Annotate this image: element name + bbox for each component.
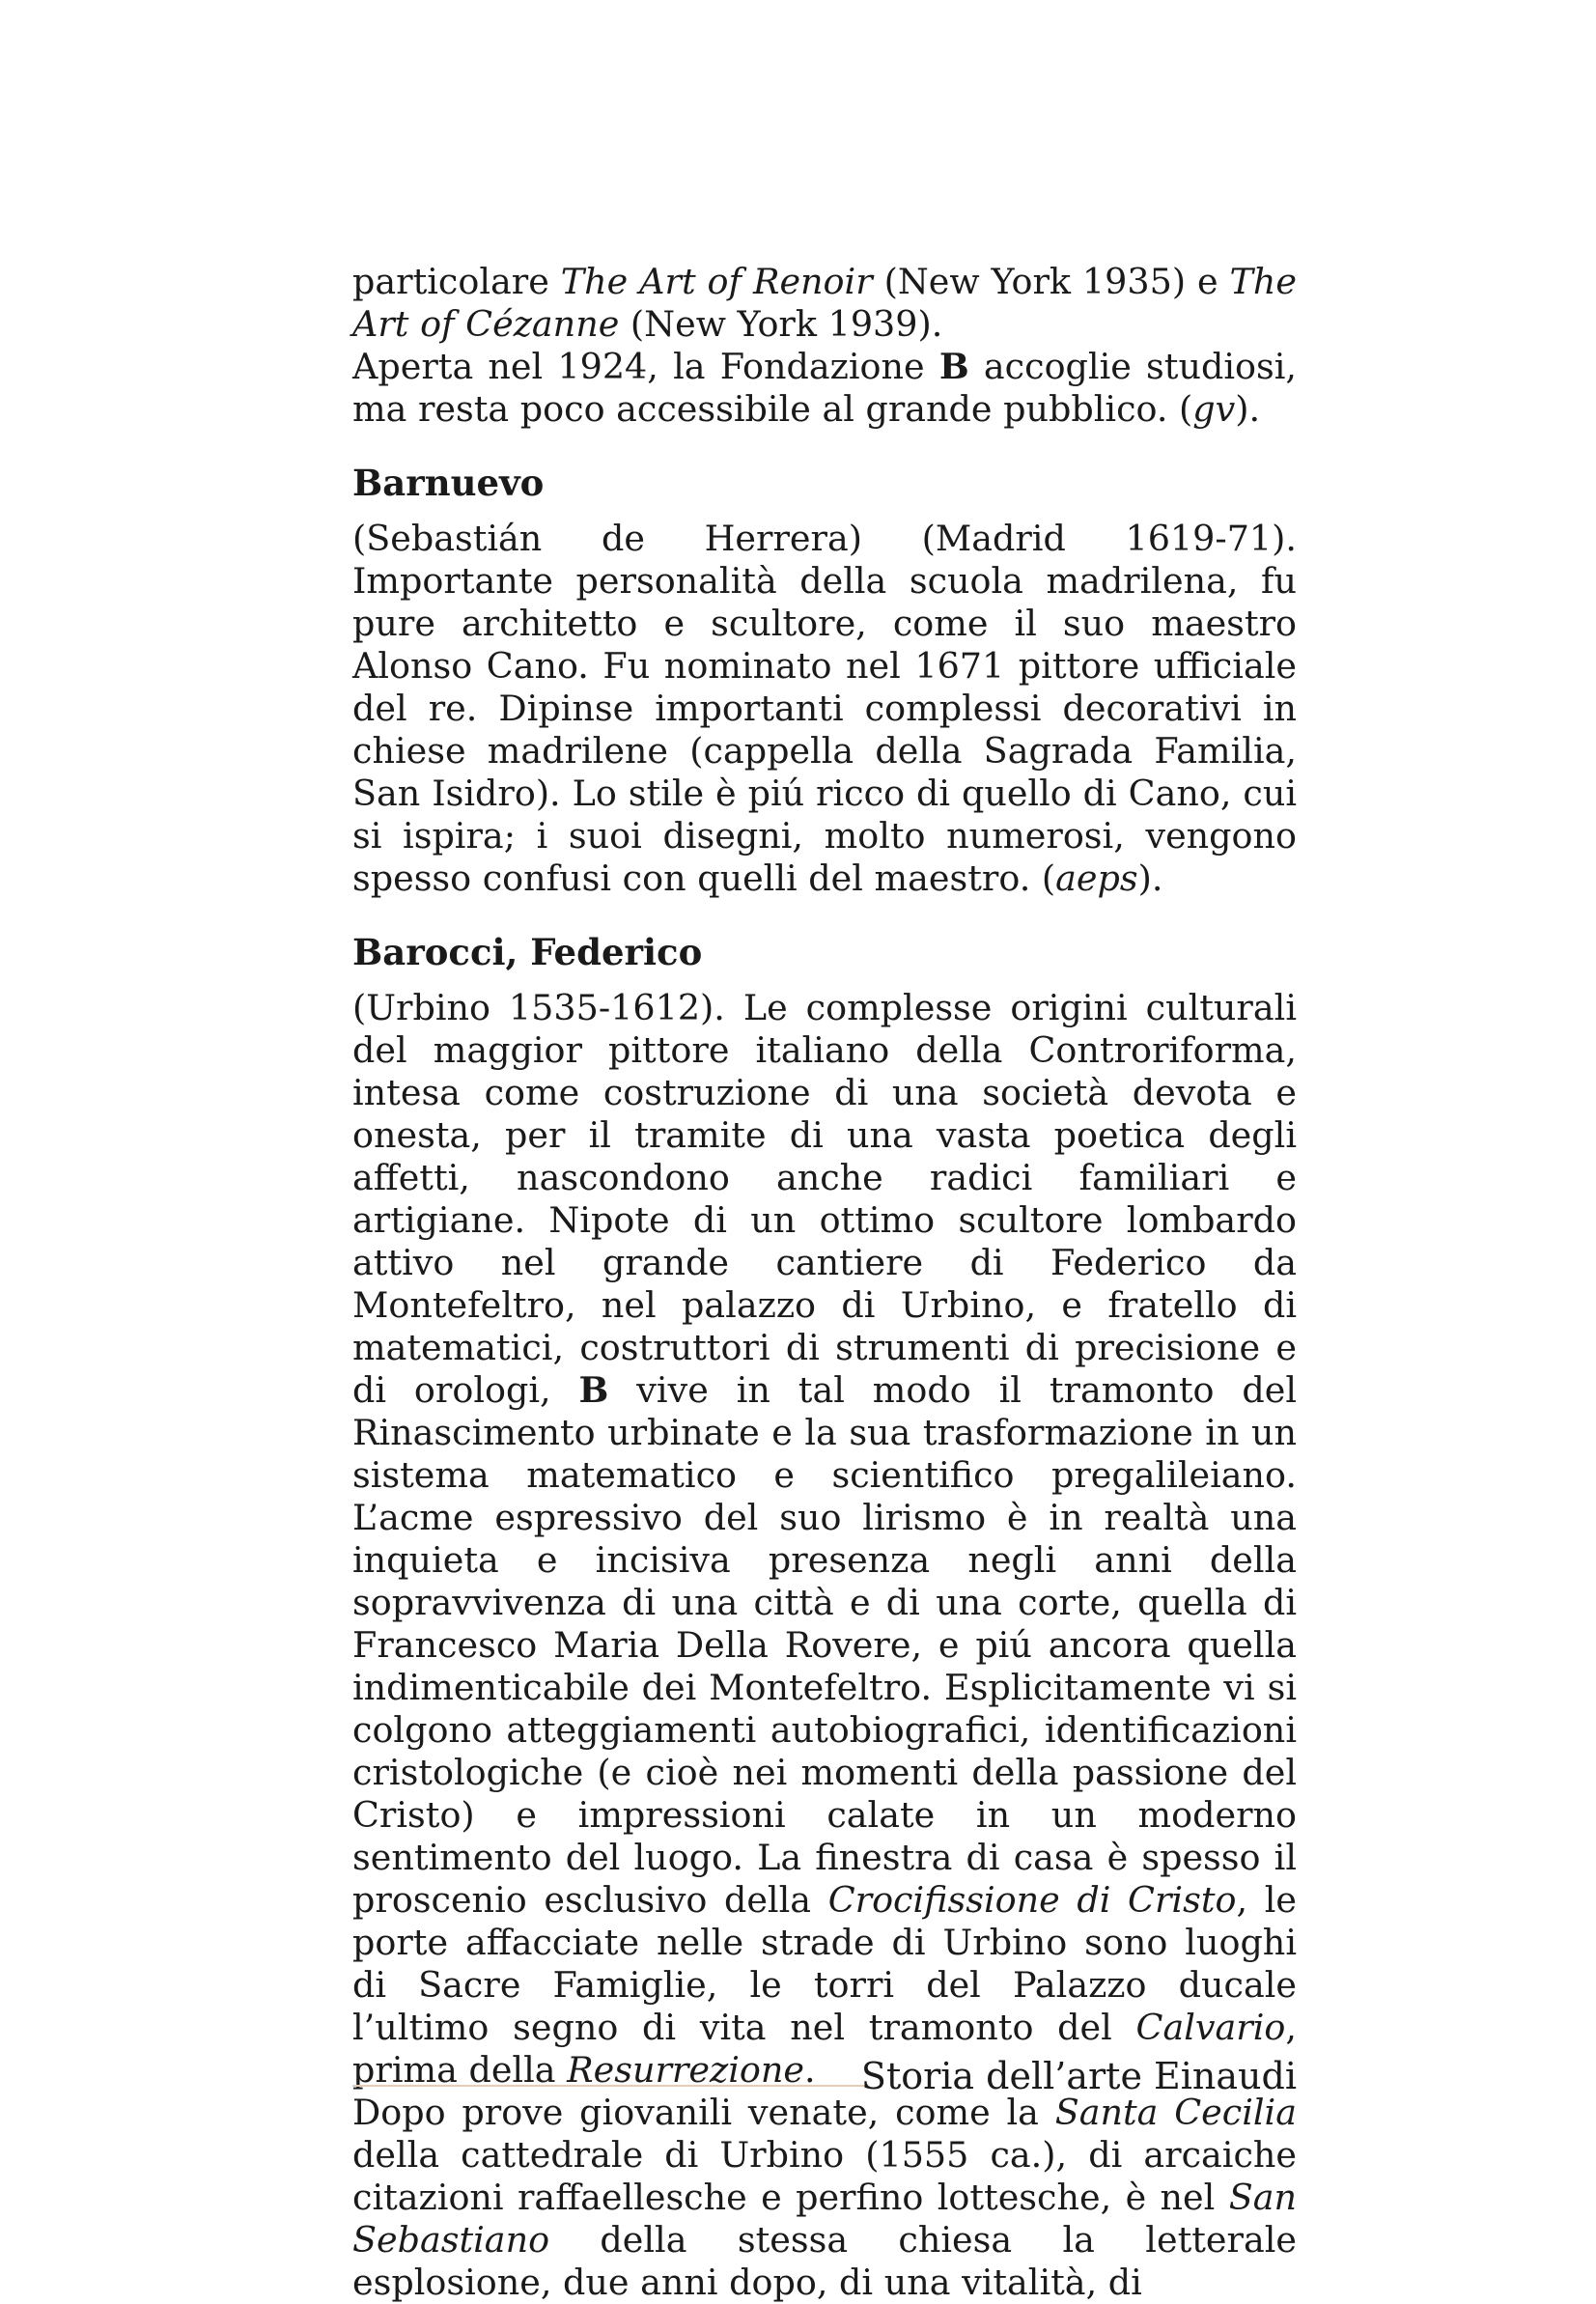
- text-run: ).: [1137, 857, 1163, 899]
- text-run: (New York 1935) e: [872, 261, 1230, 302]
- text-run: Dopo prove giovanili venate, come la: [352, 2092, 1055, 2133]
- entry-abbreviation: B: [938, 346, 969, 387]
- author-initials: aeps: [1055, 857, 1138, 899]
- footer-title: Storia dell’arte Einaudi: [860, 2055, 1297, 2097]
- entry-abbreviation: B: [578, 1369, 609, 1411]
- artwork-title: Crocifissione di Cristo: [827, 1879, 1237, 1921]
- text-run: (Sebastián de Herrera) (Madrid 1619-71). Importante personalità della scuola madrilena, fu pure architetto e scultore, come il suo maestro Alonso Cano. Fu nominato nel 1671 pittore ufficiale del re. Dipinse importanti complessi decorativi in chiese madrilene (cappella della Sagrada Familia, San Isidro). Lo stile è piú ricco di quello di Cano, cui si ispira; i suoi disegni, molto numerosi, vengono spesso confusi con quelli del maestro. (: [352, 518, 1297, 899]
- entry-body-barocci-1: [352, 987, 1297, 2092]
- entry-body-barocci-2: [352, 2092, 1297, 2304]
- text-run: , le porte affacciate nelle strade di Urbino sono luoghi di Sacre Famiglie, le torri del Palazzo ducale l’ultimo segno di vita nel tramonto del: [352, 1879, 1297, 2048]
- book-title: The Art of Cézanne: [352, 261, 1298, 345]
- artwork-title: San Sebastiano: [352, 2177, 1297, 2261]
- artwork-title: Santa Cecilia: [1054, 2092, 1297, 2133]
- footer-rule: [352, 2085, 864, 2087]
- entry-heading-barocci: Barocci, Federico: [352, 931, 703, 973]
- text-column: [352, 261, 1297, 2304]
- artwork-title: Calvario: [1135, 2007, 1286, 2048]
- entry-heading-barnuevo: Barnuevo: [352, 462, 545, 504]
- book-title: The Art of Renoir: [560, 261, 873, 302]
- intro-paragraph-1: [352, 261, 1297, 346]
- text-run: , prima della: [352, 2007, 1297, 2091]
- entry-body-barnuevo: [352, 518, 1297, 900]
- text-run: (New York 1939).: [619, 303, 943, 345]
- text-run: (Urbino 1535-1612). Le complesse origini culturali del maggior pittore italiano della Controriforma, intesa come costruzione di una società devota e onesta, per il tramite di una vasta poetica degli affetti, nascondono anche radici familiari e artigiane. Nipote di un ottimo scultore lombardo attivo nel grande cantiere di Federico da Montefeltro, nel palazzo di Urbino, e fratello di matematici, costruttori di strumenti di precisione e di orologi,: [352, 987, 1297, 1411]
- text-run: .: [803, 2049, 816, 2091]
- text-run: ).: [1235, 388, 1261, 430]
- text-run: della cattedrale di Urbino (1555 ca.), di arcaiche citazioni raffaellesche e perfino lottesche, è nel: [352, 2134, 1297, 2218]
- text-run: vive in tal modo il tramonto del Rinascimento urbinate e la sua trasformazione in un sistema matematico e scientifico pregalileiano. L’acme espressivo del suo lirismo è in realtà una inquieta e incisiva presenza negli anni della sopravvivenza di una città e di una corte, quella di Francesco Maria Della Rovere, e piú ancora quella indimenticabile dei Montefeltro. Esplicitamente vi si colgono atteggiamenti autobiografici, identificazioni cristologiche (e cioè nei momenti della passione del Cristo) e impressioni calate in un moderno sentimento del luogo. La finestra di casa è spesso il proscenio esclusivo della: [352, 1369, 1297, 1921]
- artwork-title: Resurrezione: [567, 2049, 804, 2091]
- intro-paragraph-2: [352, 346, 1297, 431]
- text-run: Aperta nel 1924, la Fondazione: [352, 346, 939, 387]
- text-run: accoglie studiosi, ma resta poco accessibile al grande pubblico. (: [352, 346, 1297, 430]
- page-footer: [352, 2052, 1297, 2110]
- author-initials: gv: [1192, 388, 1236, 430]
- text-run: particolare: [352, 261, 561, 302]
- text-run: della stessa chiesa la letterale esplosione, due anni dopo, di una vitalità, di: [352, 2219, 1297, 2303]
